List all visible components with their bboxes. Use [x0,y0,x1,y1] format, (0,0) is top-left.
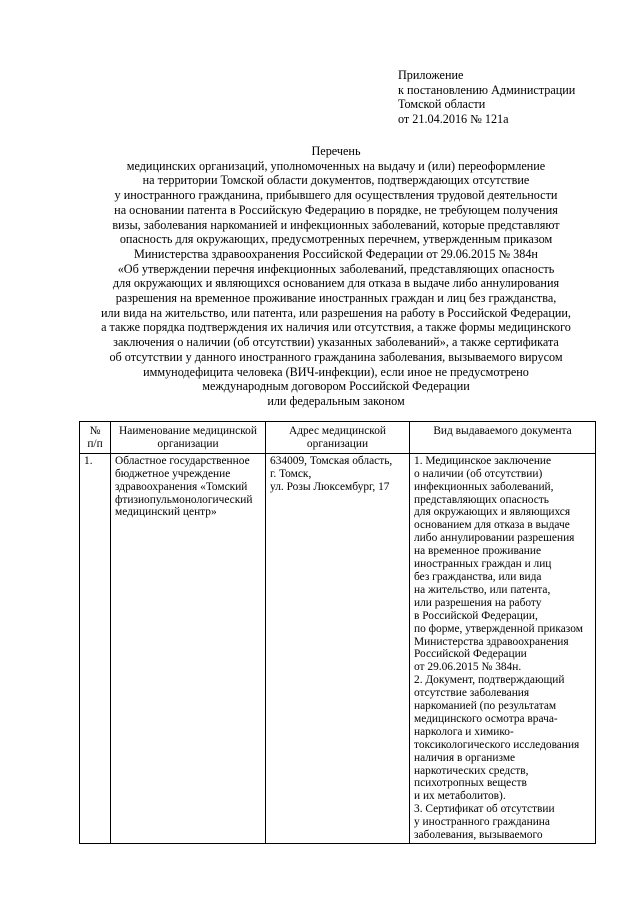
organization-name-line: фтизиопульмонологический [115,493,253,506]
heading-line: иммунодефицита человека (ВИЧ-инфекции), если иное не предусмотрено [143,364,529,379]
document-type-line: наркотических средств, [414,764,529,777]
document-type-line: о наличии (об отсутствии) [414,467,543,480]
document-type-line: 2. Документ, подтверждающий [414,674,565,687]
document-type-line: токсикологического исследования [414,738,580,751]
organization-name-cell [111,453,266,843]
table-header-row [80,422,596,454]
organizations-table [79,421,596,844]
document-type-line: и их метаболитов). [414,790,506,803]
header-text: организации [306,437,369,450]
heading-line: на территории Томской области документов, подтверждающих отсутствие [142,173,530,188]
heading-line: для окружающих и являющихся основанием для отказа в выдаче либо аннулирования [112,276,560,291]
document-type-line: медицинского осмотра врача- [414,712,558,725]
heading-line: «Об утверждении перечня инфекционных заболеваний, представляющих опасность [117,261,555,276]
organization-name-line: бюджетное учреждение [115,467,231,480]
heading-line: об отсутствии у данного иностранного гражданина заболевания, вызываемого вирусом [109,349,563,364]
document-type-line: заболевания, вызываемого [414,829,543,842]
document-type-line: представляющих опасность [414,493,549,506]
document-type-line: либо аннулировании разрешения [414,532,575,545]
document-type-line: инфекционных заболеваний, [414,480,554,493]
row-number: 1. [80,453,111,843]
heading-line: Министерства здравоохранения Российской Федерации от 29.06.2015 № 384н [134,246,538,261]
document-type-line: 1. Медицинское заключение [414,454,552,467]
heading-line: или федеральным законом [267,393,405,408]
document-type-line: Министерства здравоохранения [414,635,569,648]
document-type-line: у иностранного гражданина [414,816,550,829]
document-type-line: иностранных граждан и лиц [414,558,552,571]
heading-line: на основании патента в Российскую Федерацию в порядке, не требующем получения [114,202,558,217]
header-organization-name [111,422,266,454]
header-text: Вид выдаваемого документа [433,425,572,437]
appendix-line: Приложение [398,68,464,82]
appendix-line: Томской области [398,97,486,111]
document-type-line: для окружающих и являющихся [414,506,571,519]
document-type-line: основанием для отказа в выдаче [414,519,570,532]
organization-address-cell [266,453,410,843]
document-heading [66,144,606,409]
document-type-line: наличия в организме [414,751,516,764]
organization-name-line: здравоохранения «Томский [115,480,248,493]
document-type-cell [410,453,596,843]
header-organization-address [266,422,410,454]
organization-address-line: 634009, Томская область, [270,454,393,467]
document-type-line: Российской Федерации [414,648,527,661]
heading-line: медицинских организаций, уполномоченных на выдачу и (или) переоформление [126,158,546,173]
header-text: организации [157,437,219,450]
document-type-line: на жительство, или патента, [414,583,551,596]
heading-line: или вида на жительство, или патента, или разрешения на работу в Российской Федерации, [101,305,571,320]
header-document-type [410,422,596,454]
appendix-block [398,68,575,126]
document-type-line: нарколога и химико- [414,725,514,738]
document-type-line: отсутствие заболевания [414,687,530,700]
document-type-line: психотропных веществ [414,777,527,790]
organization-address-line: ул. Розы Люксембург, 17 [270,480,390,493]
appendix-line: к постановлению Администрации [398,82,576,97]
document-type-line: на временное проживание [414,545,542,558]
heading-line: международным договором Российской Федерации [202,379,470,394]
document-type-line: по форме, утвержденной приказом [414,622,583,635]
appendix-line: от 21.04.2016 № 121а [398,111,509,126]
document-type-line: без гражданства, или вида [414,570,542,583]
header-text: п/п [87,437,103,450]
table-row [80,453,596,843]
document-type-line: или разрешения на работу [414,596,542,609]
heading-line: заключения о наличии (об отсутствии) указанных заболеваний», а также сертификата [113,335,559,350]
header-text: Наименование медицинской [119,425,257,437]
document-type-line: от 29.06.2015 № 384н. [414,661,522,674]
heading-line: Перечень [311,144,361,158]
heading-line: разрешения на временное проживание иностранных граждан и лиц без гражданства, [115,291,557,306]
header-number [80,422,111,454]
header-text: Адрес медицинской [288,425,387,437]
document-type-line: 3. Сертификат об отсутствии [414,803,555,816]
heading-line: опасность для окружающих, предусмотренных перечнем, утвержденным приказом [119,232,553,247]
document-type-line: наркоманией (по результатам [414,700,557,713]
organization-address-line: г. Томск, [270,467,312,480]
heading-line: у иностранного гражданина, прибывшего для осуществления трудовой деятельности [114,188,558,203]
organization-name-line: Областное государственное [115,454,250,467]
organization-name-line: медицинский центр» [115,506,217,519]
document-type-line: в Российской Федерации, [414,609,538,622]
heading-line: визы, заболевания наркоманией и инфекционных заболеваний, которые представляют [112,217,560,232]
heading-line: а также порядка подтверждения их наличия или отсутствия, а также формы медицинского [101,320,571,335]
header-text: № [89,425,101,437]
